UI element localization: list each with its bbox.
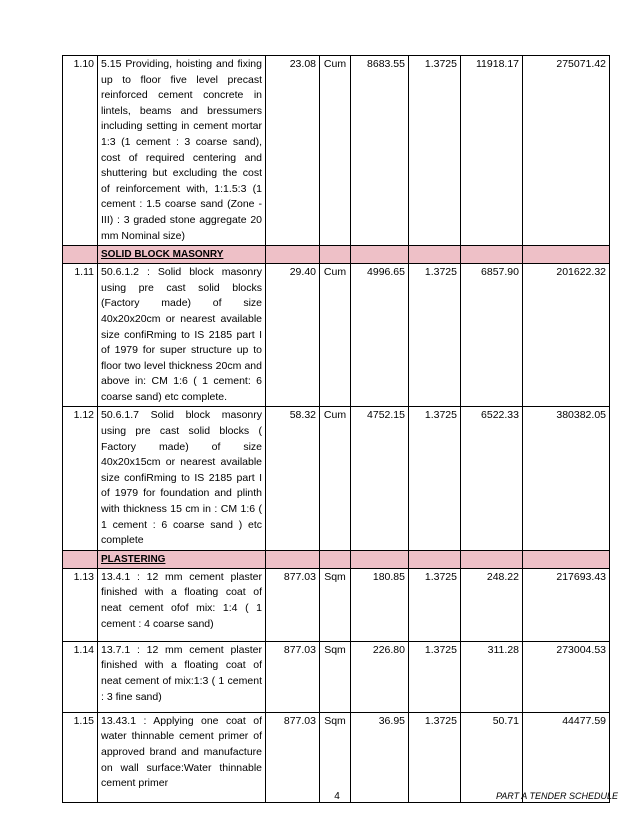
page-number: 4 bbox=[334, 791, 340, 802]
section-title bbox=[98, 246, 266, 264]
item-amount: 380382.05 bbox=[523, 407, 610, 550]
item-factor: 1.3725 bbox=[409, 641, 461, 712]
section-header-row bbox=[63, 550, 610, 568]
section-empty-cell bbox=[409, 246, 461, 264]
item-amount: 273004.53 bbox=[523, 641, 610, 712]
table-row bbox=[63, 407, 610, 550]
item-adjusted-rate: 11918.17 bbox=[461, 56, 523, 246]
item-unit: Sqm bbox=[320, 641, 351, 712]
section-empty-cell bbox=[461, 550, 523, 568]
item-factor: 1.3725 bbox=[409, 712, 461, 802]
item-description: 50.6.1.2 : Solid block masonry using pre cast solid blocks (Factory made) of size 40x20x20cm or nearest available size confiRming to IS 2185 part I of 1979 for super structure up to floor two level thickness 20cm and above in: CM 1:6 ( 1 cement: 6 coarse sand) etc complete. bbox=[98, 264, 266, 407]
item-rate: 4752.15 bbox=[351, 407, 409, 550]
item-description: 5.15 Providing, hoisting and fixing up to floor five level precast reinforced cement concrete in lintels, beams and bressumers including setting in cement mortar 1:3 (1 cement : 3 coarse sand), cost of required centering and shuttering but excluding the cost of reinforcement with, 1:1.5:3 (1 cement : 1.5 coarse sand (Zone - III) : 3 graded stone aggregate 20 mm Nominal size) bbox=[98, 56, 266, 246]
item-number: 1.14 bbox=[63, 641, 98, 712]
section-empty-cell bbox=[266, 246, 320, 264]
item-adjusted-rate: 311.28 bbox=[461, 641, 523, 712]
item-number: 1.15 bbox=[63, 712, 98, 802]
item-unit: Sqm bbox=[320, 568, 351, 641]
item-quantity: 23.08 bbox=[266, 56, 320, 246]
item-factor: 1.3725 bbox=[409, 56, 461, 246]
item-adjusted-rate: 248.22 bbox=[461, 568, 523, 641]
item-unit: Cum bbox=[320, 407, 351, 550]
section-title-text: PLASTERING bbox=[101, 553, 166, 565]
item-number: 1.10 bbox=[63, 56, 98, 246]
section-empty-cell bbox=[351, 550, 409, 568]
section-empty-cell bbox=[63, 550, 98, 568]
item-quantity: 877.03 bbox=[266, 641, 320, 712]
item-factor: 1.3725 bbox=[409, 407, 461, 550]
section-empty-cell bbox=[320, 246, 351, 264]
item-quantity: 58.32 bbox=[266, 407, 320, 550]
item-adjusted-rate: 6857.90 bbox=[461, 264, 523, 407]
footer-label: PART A TENDER SCHEDULE bbox=[495, 791, 618, 801]
item-quantity: 29.40 bbox=[266, 264, 320, 407]
item-rate: 36.95 bbox=[351, 712, 409, 802]
item-description: 13.43.1 : Applying one coat of water thinnable cement primer of approved brand and manufacture on wall surface:Water thinnable cement primer bbox=[98, 712, 266, 802]
item-number: 1.12 bbox=[63, 407, 98, 550]
item-description: 13.4.1 : 12 mm cement plaster finished with a floating coat of neat cement ofof mix: 1:4 ( 1 cement : 4 coarse sand) bbox=[98, 568, 266, 641]
table-row bbox=[63, 264, 610, 407]
tender-schedule-table bbox=[62, 55, 610, 803]
item-adjusted-rate: 50.71 bbox=[461, 712, 523, 802]
section-empty-cell bbox=[461, 246, 523, 264]
table-row bbox=[63, 712, 610, 802]
item-adjusted-rate: 6522.33 bbox=[461, 407, 523, 550]
section-empty-cell bbox=[523, 550, 610, 568]
item-unit: Cum bbox=[320, 56, 351, 246]
item-unit: Sqm bbox=[320, 712, 351, 802]
item-quantity: 877.03 bbox=[266, 712, 320, 802]
item-quantity: 877.03 bbox=[266, 568, 320, 641]
item-rate: 226.80 bbox=[351, 641, 409, 712]
item-amount: 201622.32 bbox=[523, 264, 610, 407]
section-title bbox=[98, 550, 266, 568]
item-amount: 44477.59 bbox=[523, 712, 610, 802]
item-factor: 1.3725 bbox=[409, 568, 461, 641]
item-rate: 8683.55 bbox=[351, 56, 409, 246]
item-rate: 180.85 bbox=[351, 568, 409, 641]
section-empty-cell bbox=[63, 246, 98, 264]
section-title-text: SOLID BLOCK MASONRY bbox=[101, 249, 224, 261]
table-row bbox=[63, 568, 610, 641]
section-header-row bbox=[63, 246, 610, 264]
item-rate: 4996.65 bbox=[351, 264, 409, 407]
section-empty-cell bbox=[409, 550, 461, 568]
item-amount: 275071.42 bbox=[523, 56, 610, 246]
item-factor: 1.3725 bbox=[409, 264, 461, 407]
item-number: 1.13 bbox=[63, 568, 98, 641]
item-unit: Cum bbox=[320, 264, 351, 407]
section-empty-cell bbox=[523, 246, 610, 264]
table-row bbox=[63, 56, 610, 246]
table-row bbox=[63, 641, 610, 712]
item-number: 1.11 bbox=[63, 264, 98, 407]
section-empty-cell bbox=[266, 550, 320, 568]
item-amount: 217693.43 bbox=[523, 568, 610, 641]
section-empty-cell bbox=[320, 550, 351, 568]
section-empty-cell bbox=[351, 246, 409, 264]
item-description: 13.7.1 : 12 mm cement plaster finished with a floating coat of neat cement of mix:1:3 ( 1 cement : 3 fine sand) bbox=[98, 641, 266, 712]
item-description: 50.6.1.7 Solid block masonry using pre cast solid blocks ( Factory made) of size 40x20x15cm or nearest available size confiRming to IS 2185 part I of 1979 for foundation and plinth with thickness 15 cm in : CM 1:6 ( 1 cement : 6 coarse sand ) etc complete bbox=[98, 407, 266, 550]
